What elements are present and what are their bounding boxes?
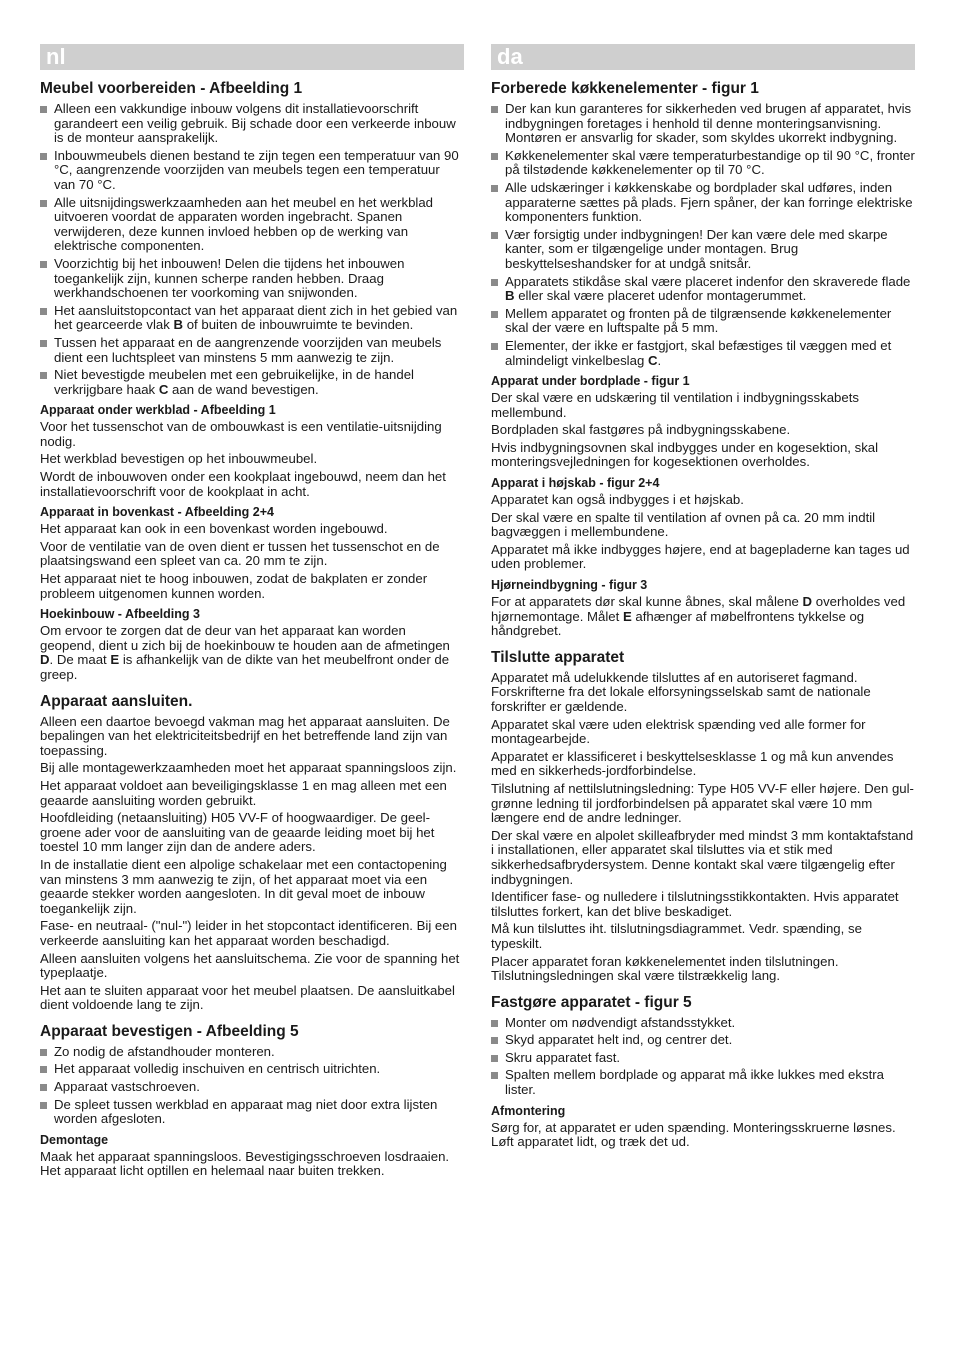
list-item: Apparaat vastschroeven. (40, 1080, 464, 1095)
list-item: Elementer, der ikke er fastgjort, skal befæstiges til væggen med et almindeligt vinkelbeslag C. (491, 339, 915, 368)
square-bullet-icon (40, 261, 47, 268)
list-item: Der kan kun garanteres for sikkerheden ved brugen af apparatet, hvis indbygningen foretages i henhold til denne monteringsanvisning. Montøren er ansvarlig for skader, som skyldes ukorrekt indbygning. (491, 102, 915, 146)
subsection-title-under-worktop: Apparat under bordplade - figur 1 (491, 374, 690, 389)
paragraph: Hvis indbygningsovnen skal indbygges under en kogesektion, skal monteringsvejledningen for kogesektionen overholdes. (491, 439, 879, 470)
list-item: Apparatets stikdåse skal være placeret indenfor den skraverede flade B eller skal være placeret udenfor montagerummet. (491, 275, 915, 304)
paragraph: Bij alle montagewerkzaamheden moet het apparaat spanningsloos zijn. (40, 760, 457, 776)
paragraph: Voor de ventilatie van de oven dient er tussen het tussenschot en de plaatsingswand een spleet van ca. 20 mm te zijn. (40, 538, 440, 569)
paragraph: Het apparaat niet te hoog inbouwen, zodat de bakplaten er zonder probleem uitgenomen kunnen worden. (40, 571, 428, 601)
square-bullet-icon (491, 279, 498, 286)
paragraph: Om ervoor te zorgen dat de deur van het apparaat kan worden geopend, dient u zich bij de hoekinbouw te houden aan de afmetingen D. De maat E is afhankelijk van de dikte van het meubelfront onder de greep. (40, 623, 450, 682)
paragraph: Apparatet kan også indbygges i et højskab. (491, 492, 744, 508)
section-title-fasten: Fastgøre apparatet - figur 5 (491, 993, 692, 1011)
square-bullet-icon (40, 1102, 47, 1109)
square-bullet-icon (40, 153, 47, 160)
prepare-furniture-list (40, 102, 464, 397)
subsection-title-tall-cabinet: Apparat i højskab - figur 2+4 (491, 476, 660, 491)
paragraph: Der skal være en alpolet skilleafbryder med mindst 3 mm kontaktafstand i installationen, eller apparatet skal tilsluttes via et stik med sikkerhedsafbrydersystem. Denne kontakt skal være tilgængelig efter indbygningen. (491, 827, 914, 887)
paragraph: Fase- en neutraal- ("nul-") leider in het stopcontact identificeren. Bij een verkeerde aansluiting kan het apparaat worden beschadigd. (40, 918, 457, 948)
square-bullet-icon (40, 1049, 47, 1056)
paragraph: Bordpladen skal fastgøres på indbygningsskabene. (491, 422, 791, 438)
paragraph: For at apparatets dør skal kunne åbnes, skal målene D overholdes ved hjørnemontage. Målet E afhænger af møbelfrontens tykkelse og håndgrebet. (491, 594, 906, 639)
fasten-list (40, 1045, 464, 1127)
prepare-furniture-list (491, 102, 915, 368)
paragraph: Apparatet skal være uden elektrisk spænding ved alle former for montagearbejde. (491, 716, 866, 747)
paragraph: Der skal være en udskæring til ventilation i indbygningsskabets mellembund. (491, 390, 859, 420)
section-title-connect: Tilslutte apparatet (491, 648, 625, 666)
paragraph: Alleen aansluiten volgens het aansluitschema. Zie voor de spanning het typeplaatje. (40, 950, 460, 981)
list-item: Skru apparatet fast. (491, 1051, 915, 1066)
list-item: Alle udskæringer i køkkenskabe og bordplader skal udføres, inden apparaterne sættes på plads. Fjern spåner, der kan forringe elektriske komponenters funktion. (491, 181, 915, 225)
list-item: Køkkenelementer skal være temperaturbestandige op til 90 °C, fronter på tilstødende køkkenelementer op til 70 °C. (491, 149, 915, 178)
square-bullet-icon (491, 311, 498, 318)
paragraph: Tilslutning af nettilslutningsledning: Type H05 VV-F eller højere. Den gul-grønne ledning til jordforbindelsen på apparatet skal være 10 mm længere end de andre ledninger. (491, 780, 914, 826)
list-item: Monter om nødvendigt afstandsstykket. (491, 1016, 915, 1031)
paragraph: Må kun tilsluttes iht. tilslutningsdiagrammet. Vedr. spænding, se typeskilt. (491, 921, 862, 951)
paragraph: Identificer fase- og nulledere i tilslutningsstikkontakten. Hvis apparatet tilsluttes forkert, kan det blive beskadiget. (491, 889, 899, 919)
paragraph: Het aan te sluiten apparaat voor het meubel plaatsen. De aansluitkabel dient voldoende lang te zijn. (40, 982, 455, 1013)
paragraph: Der skal være en spalte til ventilation af ovnen på ca. 20 mm indtil bagvæggen i mellembundene. (491, 509, 876, 540)
paragraph: Maak het apparaat spanningsloos. Bevestigingsschroeven losdraaien. Het apparaat licht optillen en helemaal naar buiten trekken. (40, 1148, 450, 1179)
square-bullet-icon (40, 372, 47, 379)
square-bullet-icon (491, 185, 498, 192)
section-title-prepare-furniture: Forberede køkkenelementer - figur 1 (491, 80, 759, 97)
square-bullet-icon (40, 1084, 47, 1091)
language-header-nl: nl (40, 44, 464, 70)
paragraph: Wordt de inbouwoven onder een kookplaat ingebouwd, neem dan het installatievoorschrift voor de kookplaat in acht. (40, 469, 446, 499)
list-item: Spalten mellem bordplade og apparat må ikke lukkes med ekstra lister. (491, 1068, 915, 1097)
list-item: Vær forsigtig under indbygningen! Der kan være dele med skarpe kanter, som er tilgængelige under montagen. Brug beskyttelseshandsker for at undgå snitsår. (491, 228, 915, 272)
paragraph: Voor het tussenschot van de ombouwkast is een ventilatie-uitsnijding nodig. (40, 419, 442, 449)
square-bullet-icon (491, 343, 498, 350)
paragraph: Alleen een daartoe bevoegd vakman mag het apparaat aansluiten. De bepalingen van het elektriciteitsbedrijf en het betreffende land zijn van toepassing. (40, 713, 450, 758)
paragraph: Het apparaat voldoet aan beveiligingsklasse 1 en mag alleen met een geaarde aansluiting worden gebruikt. (40, 777, 447, 808)
subsection-title-corner: Hoekinbouw - Afbeelding 3 (40, 607, 200, 622)
list-item: Zo nodig de afstandhouder monteren. (40, 1045, 464, 1060)
square-bullet-icon (491, 232, 498, 239)
subsection-title-removal: Demontage (40, 1132, 109, 1147)
list-item: Het apparaat volledig inschuiven en centrisch uitrichten. (40, 1062, 464, 1077)
paragraph: Hoofdleiding (netaansluiting) H05 VV-F of hoogwaardiger. De geel-groene ader voor de aansluiting van de geaarde leiding moet bij het toestel 10 mm langer zijn dan de andere aders. (40, 810, 435, 855)
list-item: Inbouwmeubels dienen bestand te zijn tegen een temperatuur van 90 °C, aangrenzende voorzijden van meubels tegen een temperatuur van 70 °C. (40, 149, 464, 193)
list-item: Skyd apparatet helt ind, og centrer det. (491, 1033, 915, 1048)
fasten-list (491, 1016, 915, 1098)
square-bullet-icon (40, 1066, 47, 1073)
list-item: De spleet tussen werkblad en apparaat mag niet door extra lijsten worden afgesloten. (40, 1098, 464, 1127)
square-bullet-icon (40, 340, 47, 347)
paragraph: In de installatie dient een alpolige schakelaar met een contactopening van minstens 3 mm aanwezig te zijn, of het apparaat moet via een geaarde stekker worden aangesloten. In dit geval moet de inbouw toegankelijk zijn. (40, 856, 447, 916)
list-item: Het aansluitstopcontact van het apparaat dient zich in het gebied van het gearceerde vlak B of buiten de inbouwruimte te bevinden. (40, 304, 464, 333)
language-header-da: da (491, 44, 915, 70)
square-bullet-icon (491, 1037, 498, 1044)
paragraph: Apparatet må udelukkende tilsluttes af en autoriseret fagmand. Forskrifterne fra det lokale elforsyningsselskab samt de nationale forskrifter er gældende. (491, 669, 871, 714)
list-item: Tussen het apparaat en de aangrenzende voorzijden van meubels dient een luchtspleet van minstens 5 mm aanwezig te zijn. (40, 336, 464, 365)
square-bullet-icon (491, 106, 498, 113)
paragraph: Sørg for, at apparatet er uden spænding. Monteringsskruerne løsnes. Løft apparatet lidt, og træk det ud. (491, 1119, 896, 1150)
column-da (491, 44, 915, 1153)
paragraph: Het apparaat kan ook in een bovenkast worden ingebouwd. (40, 521, 388, 537)
subsection-title-tall-cabinet: Apparaat in bovenkast - Afbeelding 2+4 (40, 505, 274, 520)
square-bullet-icon (491, 1055, 498, 1062)
square-bullet-icon (40, 200, 47, 207)
list-item: Alle uitsnijdingswerkzaamheden aan het meubel en het werkblad uitvoeren voordat de apparaten worden ingebracht. Spanen verwijderen, deze kunnen invloed hebben op de werking van elektrische componenten. (40, 196, 464, 254)
section-title-connect: Apparaat aansluiten. (40, 692, 193, 710)
square-bullet-icon (491, 153, 498, 160)
square-bullet-icon (40, 308, 47, 315)
paragraph: Het werkblad bevestigen op het inbouwmeubel. (40, 451, 318, 467)
paragraph: Placer apparatet foran køkkenelementet inden tilslutningen. Tilslutningsledningen skal være tilstrækkelig lang. (491, 953, 839, 984)
section-title-prepare-furniture: Meubel voorbereiden - Afbeelding 1 (40, 80, 303, 97)
column-nl (40, 44, 464, 1182)
list-item: Niet bevestigde meubelen met een gebruikelijke, in de handel verkrijgbare haak C aan de wand bevestigen. (40, 368, 464, 397)
square-bullet-icon (491, 1020, 498, 1027)
section-title-fasten: Apparaat bevestigen - Afbeelding 5 (40, 1022, 299, 1040)
square-bullet-icon (491, 1072, 498, 1079)
subsection-title-corner: Hjørneindbygning - figur 3 (491, 578, 648, 593)
list-item: Mellem apparatet og fronten på de tilgrænsende køkkenelementer skal der være en luftspalte på 5 mm. (491, 307, 915, 336)
subsection-title-removal: Afmontering (491, 1103, 566, 1118)
subsection-title-under-worktop: Apparaat onder werkblad - Afbeelding 1 (40, 403, 276, 418)
list-item: Alleen een vakkundige inbouw volgens dit installatievoorschrift garandeert een veilig gebruik. Bij schade door een verkeerde inbouw is de monteur aansprakelijk. (40, 102, 464, 146)
list-item: Voorzichtig bij het inbouwen! Delen die tijdens het inbouwen toegankelijk zijn, kunnen scherpe randen hebben. Draag werkhandschoenen ter voorkoming van snijwonden. (40, 257, 464, 301)
paragraph: Apparatet er klassificeret i beskyttelsesklasse 1 og må kun anvendes med en sikkerheds-jordforbindelse. (491, 748, 894, 779)
paragraph: Apparatet må ikke indbygges højere, end at bagepladerne kan tages ud uden problemer. (491, 541, 910, 572)
square-bullet-icon (40, 106, 47, 113)
